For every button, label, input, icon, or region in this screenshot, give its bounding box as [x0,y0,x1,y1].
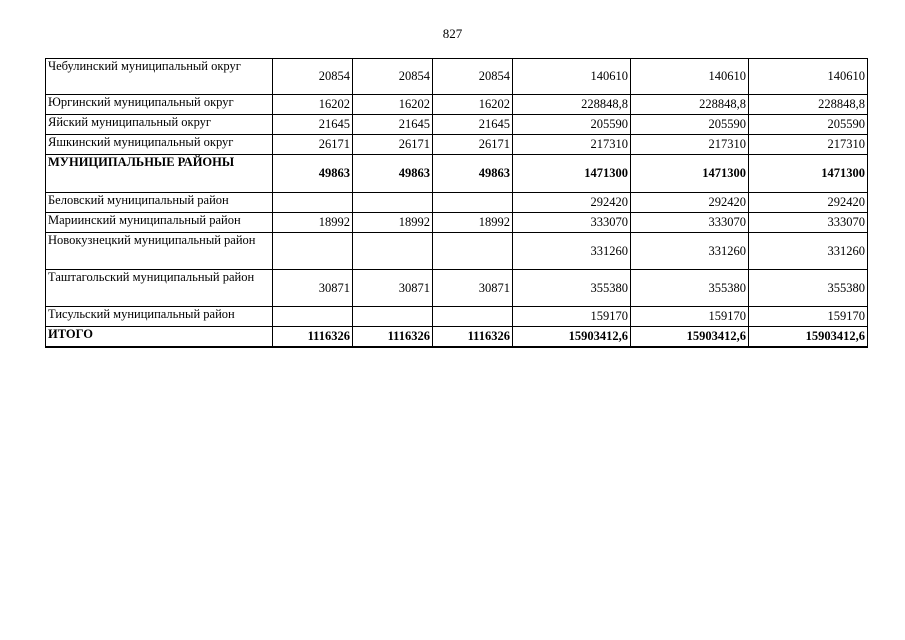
cell-value: 205590 [749,115,868,135]
cell-value: 26171 [273,135,353,155]
cell-value: 30871 [353,270,433,307]
cell-value: 16202 [273,95,353,115]
table-row [46,59,868,95]
cell-value: 217310 [513,135,631,155]
cell-value: 217310 [631,135,749,155]
cell-value: 292420 [513,193,631,213]
cell-value: 205590 [513,115,631,135]
cell-value: 355380 [631,270,749,307]
table-row [46,193,868,213]
cell-value: 331260 [749,233,868,270]
cell-value: 49863 [273,155,353,193]
cell-value: 333070 [513,213,631,233]
cell-value [433,307,513,327]
cell-value: 16202 [353,95,433,115]
cell-value: 1116326 [353,327,433,347]
cell-value: 331260 [513,233,631,270]
cell-value: 355380 [513,270,631,307]
row-name: МУНИЦИПАЛЬНЫЕ РАЙОНЫ [46,155,273,193]
table-row [46,95,868,115]
cell-value: 15903412,6 [749,327,868,347]
cell-value: 1471300 [513,155,631,193]
cell-value: 20854 [433,59,513,95]
row-name: Таштагольский муниципальный район [46,270,273,307]
cell-value [353,233,433,270]
cell-value [353,193,433,213]
table-row [46,135,868,155]
cell-value: 1471300 [749,155,868,193]
page-number: 827 [442,26,463,41]
cell-value: 333070 [631,213,749,233]
cell-value: 16202 [433,95,513,115]
cell-value: 49863 [353,155,433,193]
cell-value: 159170 [513,307,631,327]
cell-value: 26171 [433,135,513,155]
row-name: Яшкинский муниципальный округ [46,135,273,155]
row-name: ИТОГО [46,327,273,347]
cell-value [433,233,513,270]
cell-value [273,307,353,327]
row-name: Тисульский муниципальный район [46,307,273,327]
cell-value: 228848,8 [513,95,631,115]
cell-value [433,193,513,213]
cell-value: 228848,8 [749,95,868,115]
cell-value: 1116326 [433,327,513,347]
cell-value: 292420 [749,193,868,213]
table-row [46,233,868,270]
cell-value: 140610 [631,59,749,95]
cell-value: 140610 [749,59,868,95]
cell-value: 21645 [433,115,513,135]
cell-value: 30871 [433,270,513,307]
cell-value [273,193,353,213]
row-name: Яйский муниципальный округ [46,115,273,135]
cell-value: 30871 [273,270,353,307]
cell-value: 20854 [273,59,353,95]
cell-value: 1471300 [631,155,749,193]
table-row-total [46,327,868,347]
table-row [46,115,868,135]
cell-value [273,233,353,270]
cell-value: 21645 [273,115,353,135]
row-name: Мариинский муниципальный район [46,213,273,233]
cell-value: 228848,8 [631,95,749,115]
cell-value: 292420 [631,193,749,213]
cell-value: 355380 [749,270,868,307]
cell-value: 159170 [749,307,868,327]
cell-value: 20854 [353,59,433,95]
cell-value: 333070 [749,213,868,233]
table-row [46,307,868,327]
cell-value: 18992 [353,213,433,233]
row-name: Новокузнецкий муниципальный район [46,233,273,270]
cell-value: 205590 [631,115,749,135]
table-row-subtotal [46,155,868,193]
cell-value: 21645 [353,115,433,135]
cell-value: 15903412,6 [513,327,631,347]
row-name: Юргинский муниципальный округ [46,95,273,115]
cell-value: 1116326 [273,327,353,347]
cell-value: 49863 [433,155,513,193]
cell-value: 18992 [433,213,513,233]
cell-value: 217310 [749,135,868,155]
cell-value: 18992 [273,213,353,233]
table-row [46,213,868,233]
cell-value [353,307,433,327]
row-name: Чебулинский муниципальный округ [46,59,273,95]
cell-value: 15903412,6 [631,327,749,347]
cell-value: 140610 [513,59,631,95]
table-row [46,270,868,307]
cell-value: 331260 [631,233,749,270]
cell-value: 159170 [631,307,749,327]
row-name: Беловский муниципальный район [46,193,273,213]
cell-value: 26171 [353,135,433,155]
budget-table [45,58,868,348]
